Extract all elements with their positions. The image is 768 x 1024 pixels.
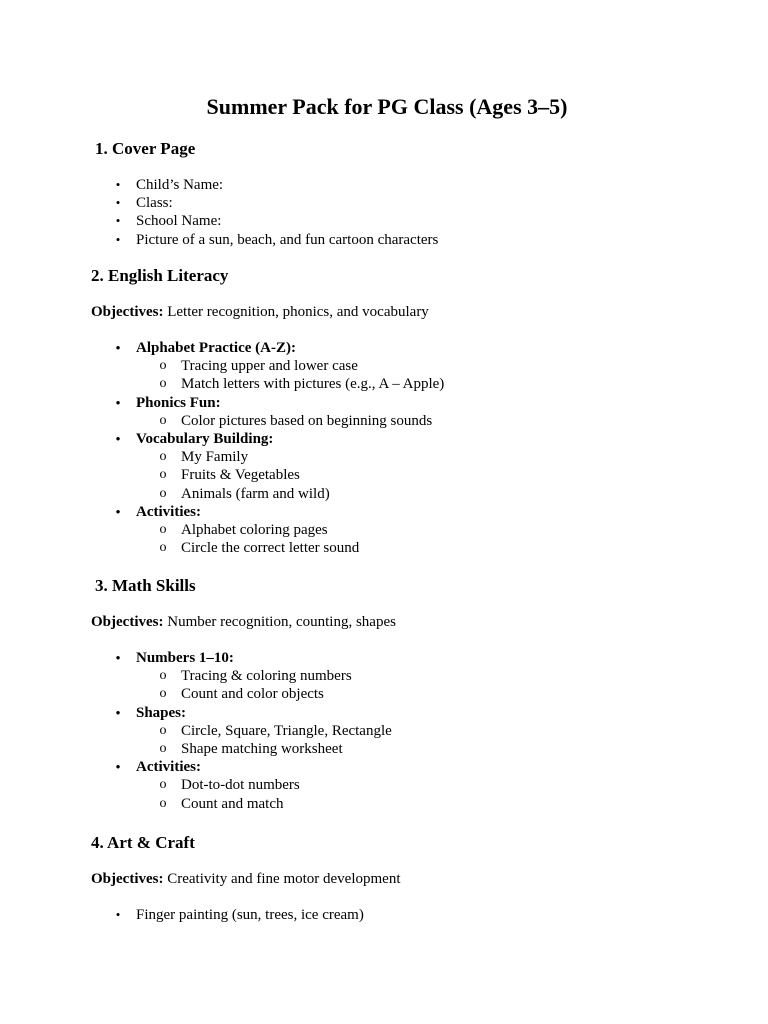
art-objectives: Objectives: Creativity and fine motor development (91, 871, 401, 887)
list-item: • Picture of a sun, beach, and fun cartoon characters (0, 231, 438, 249)
sub-list-item: o Circle the correct letter sound (159, 540, 360, 557)
bullet-icon: • (115, 177, 121, 192)
circle-bullet-icon: o (159, 686, 167, 702)
section-heading-math-skills: 3. Math Skills (95, 576, 196, 595)
section-heading-cover-page: 1. Cover Page (95, 139, 196, 158)
list-item: • Numbers 1–10: o Tracing & coloring numbers o Count and color objects (0, 649, 392, 704)
circle-bullet-icon: o (159, 777, 167, 793)
list-item: • Shapes: o Circle, Square, Triangle, Rectangle o Shape matching worksheet (0, 704, 392, 759)
sub-list (136, 448, 444, 503)
bullet-icon: • (115, 704, 121, 720)
sub-list-item: o Tracing & coloring numbers (159, 668, 352, 685)
circle-bullet-icon: o (159, 485, 167, 501)
sub-list-item: o Fruits & Vegetables (159, 467, 300, 484)
sub-list (136, 357, 444, 393)
math-objectives: Objectives: Number recognition, counting, shapes (91, 614, 396, 630)
sub-list-item: o Animals (farm and wild) (159, 485, 330, 502)
circle-bullet-icon: o (159, 741, 167, 757)
list-item: • Activities: o Dot-to-dot numbers o Count and match (0, 758, 392, 813)
sub-list-item: o Dot-to-dot numbers (159, 777, 300, 794)
bullet-icon: • (115, 394, 121, 410)
list-item: • Alphabet Practice (A-Z): o Tracing upper and lower case o Match letters with pictures (e.g., A – Apple) (0, 339, 444, 394)
section-heading-art-craft: 4. Art & Craft (91, 833, 195, 852)
circle-bullet-icon: o (159, 412, 167, 428)
circle-bullet-icon: o (159, 668, 167, 684)
sub-list-item: o Count and color objects (159, 686, 324, 703)
bullet-icon: • (115, 195, 121, 211)
math-skills-list (0, 649, 392, 813)
cover-page-list (0, 176, 438, 249)
circle-bullet-icon: o (159, 540, 167, 556)
sub-list (136, 521, 444, 557)
bullet-icon: • (115, 907, 121, 922)
sub-list-item: o Color pictures based on beginning sounds (159, 412, 433, 429)
list-item: • Child’s Name: (0, 176, 438, 194)
bullet-icon: • (115, 759, 121, 775)
bullet-icon: • (115, 431, 121, 447)
circle-bullet-icon: o (159, 376, 167, 392)
list-item: • Vocabulary Building: o My Family o Fruits & Vegetables o Animals (farm and wild) (0, 430, 444, 503)
circle-bullet-icon: o (159, 722, 167, 738)
bullet-icon: • (115, 231, 121, 247)
circle-bullet-icon: o (159, 467, 167, 483)
sub-list (136, 722, 392, 758)
list-item: • Finger painting (sun, trees, ice cream) (0, 906, 364, 924)
sub-list (136, 776, 392, 812)
art-craft-list (0, 906, 364, 924)
circle-bullet-icon: o (159, 795, 167, 811)
list-item: • Phonics Fun: o Color pictures based on beginning sounds (0, 394, 444, 430)
circle-bullet-icon: o (159, 358, 167, 374)
english-literacy-list (0, 339, 444, 557)
section-heading-english-literacy: 2. English Literacy (91, 266, 229, 285)
sub-list-item: o Count and match (159, 795, 284, 812)
document-title: Summer Pack for PG Class (Ages 3–5) (206, 94, 568, 119)
bullet-icon: • (115, 340, 121, 355)
sub-list (136, 412, 444, 430)
bullet-icon: • (115, 650, 121, 665)
sub-list-item: o Circle, Square, Triangle, Rectangle (159, 722, 392, 739)
list-item: • Class: (0, 194, 438, 212)
list-item: • Activities: o Alphabet coloring pages o Circle the correct letter sound (0, 503, 444, 558)
circle-bullet-icon: o (159, 522, 167, 538)
sub-list-item: o Shape matching worksheet (159, 741, 343, 758)
sub-list-item: o Alphabet coloring pages (159, 522, 328, 539)
sub-list-item: o My Family (159, 449, 249, 466)
english-objectives: Objectives: Letter recognition, phonics, and vocabulary (91, 304, 429, 320)
bullet-icon: • (115, 213, 121, 229)
sub-list-item: o Tracing upper and lower case (159, 358, 358, 375)
list-item: • School Name: (0, 212, 438, 230)
sub-list (136, 667, 392, 703)
circle-bullet-icon: o (159, 449, 167, 465)
bullet-icon: • (115, 503, 121, 519)
sub-list-item: o Match letters with pictures (e.g., A – Apple) (159, 376, 445, 393)
